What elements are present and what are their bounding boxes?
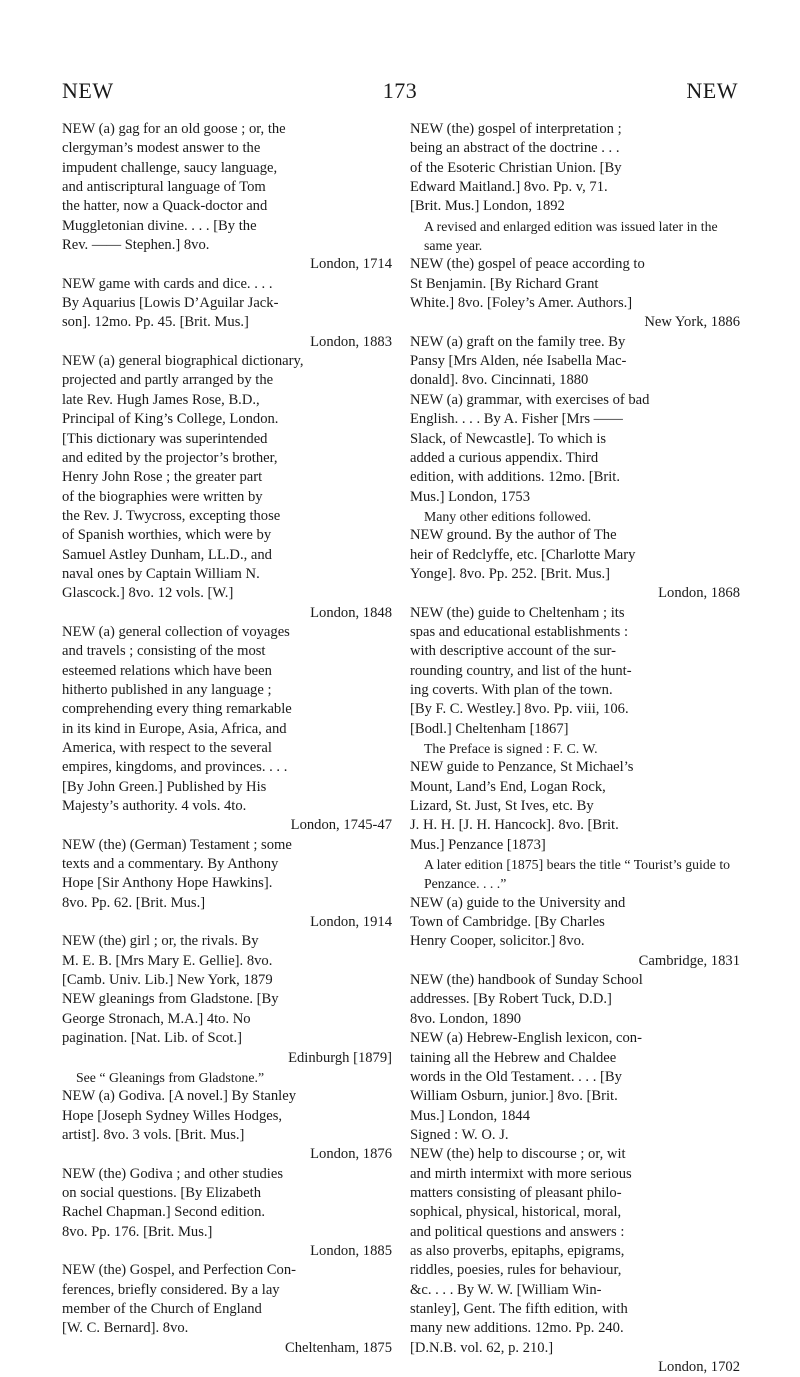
entry-line: NEW (a) guide to the University and	[410, 894, 626, 911]
entry-line: NEW (a) gag for an old goose ; or, the	[62, 121, 286, 137]
entry-line: Mus.] London, 1753	[410, 488, 530, 505]
left-column	[62, 120, 392, 1358]
entry-line: NEW (a) general biographical dictionary,	[62, 353, 304, 370]
dictionary-entry	[62, 1087, 392, 1164]
entry-line: many new additions. 12mo. Pp. 240.	[410, 1320, 624, 1337]
entry-line: matters consisting of pleasant philo-	[410, 1184, 622, 1201]
page-number: 173	[382, 78, 418, 103]
entry-line: ing coverts. With plan of the town.	[410, 681, 613, 698]
entry-line: hitherto published in any language ;	[62, 681, 272, 698]
entry-line: pagination. [Nat. Lib. of Scot.]	[62, 1030, 242, 1047]
entry-line: Hope [Joseph Sydney Willes Hodges,	[62, 1107, 283, 1124]
dictionary-entry	[62, 120, 392, 275]
entry-line: and travels ; consisting of the most	[62, 643, 266, 660]
entry-line: comprehending every thing remarkable	[62, 701, 292, 718]
dictionary-entry	[410, 604, 740, 759]
right-column	[410, 120, 740, 1377]
dictionary-entry	[62, 623, 392, 836]
entry-line: M. E. B. [Mrs Mary E. Gellie]. 8vo.	[62, 952, 273, 969]
entry-line: NEW (the) Gospel, and Perfection Con-	[62, 1262, 296, 1279]
entry-line: words in the Old Testament. . . . [By	[410, 1068, 622, 1085]
entry-line: and antiscriptural language of Tom	[62, 179, 266, 196]
entry-line: NEW game with cards and dice. . . .	[62, 275, 273, 292]
entry-line: of the biographies were written by	[62, 488, 263, 505]
entry-line: [Camb. Univ. Lib.] New York, 1879	[62, 972, 273, 989]
entry-line: NEW (the) gospel of interpretation ;	[410, 121, 622, 137]
dictionary-entry	[410, 971, 740, 1029]
entry-line: taining all the Hebrew and Chaldee	[410, 1049, 617, 1066]
entry-line: [Bodl.] Cheltenham [1867]	[410, 720, 569, 737]
entry-line: the Rev. J. Twycross, excepting those	[62, 507, 281, 524]
entry-line: [By John Green.] Published by His	[62, 778, 267, 795]
entry-line: rounding country, and list of the hunt-	[410, 662, 632, 679]
entry-line: with descriptive account of the sur-	[410, 643, 616, 660]
entry-line: addresses. [By Robert Tuck, D.D.]	[410, 991, 612, 1008]
entry-line: being an abstract of the doctrine . . .	[410, 140, 620, 157]
entry-imprint: London, 1745-47	[290, 817, 392, 834]
entry-line: riddles, poesies, rules for behaviour,	[410, 1262, 622, 1279]
dictionary-entry	[410, 526, 740, 603]
entry-line: spas and educational establishments :	[410, 623, 629, 640]
entry-line: White.] 8vo. [Foley’s Amer. Authors.]	[410, 295, 633, 312]
entry-line: Edward Maitland.] 8vo. Pp. v, 71.	[410, 179, 608, 196]
entry-line: By Aquarius [Lowis D’Aguilar Jack-	[62, 295, 279, 312]
entry-line: [W. C. Bernard]. 8vo.	[62, 1320, 189, 1337]
entry-line: [Brit. Mus.] London, 1892	[410, 198, 565, 215]
entry-line: Lizard, St. Just, St Ives, etc. By	[410, 798, 594, 815]
entry-imprint: Cambridge, 1831	[638, 952, 740, 969]
entry-line: Samuel Astley Dunham, LL.D., and	[62, 546, 272, 563]
entry-imprint: London, 1885	[310, 1242, 392, 1259]
entry-line: empires, kingdoms, and provinces. . . .	[62, 759, 288, 776]
entry-line: [This dictionary was superintended	[62, 430, 268, 447]
entry-line: NEW (a) Godiva. [A novel.] By Stanley	[62, 1088, 296, 1105]
entry-line: St Benjamin. [By Richard Grant	[410, 275, 599, 292]
entry-line: Yonge]. 8vo. Pp. 252. [Brit. Mus.]	[410, 565, 611, 582]
entry-line: &c. . . . By W. W. [William Win-	[410, 1281, 602, 1298]
entry-line: Town of Cambridge. [By Charles	[410, 914, 605, 931]
entry-line: and edited by the projector’s brother,	[62, 449, 278, 466]
entry-line: impudent challenge, saucy language,	[62, 159, 278, 176]
entry-line: and mirth intermixt with more serious	[410, 1165, 632, 1182]
entry-line: sophical, physical, historical, moral,	[410, 1204, 622, 1221]
dictionary-entry	[410, 758, 740, 893]
entry-line: NEW gleanings from Gladstone. [By	[62, 991, 279, 1008]
entry-line: 8vo. Pp. 176. [Brit. Mus.]	[62, 1223, 213, 1240]
entry-imprint: New York, 1886	[644, 314, 740, 331]
entry-line: NEW (the) Godiva ; and other studies	[62, 1165, 284, 1182]
entry-line: NEW (the) girl ; or, the rivals. By	[62, 933, 259, 950]
entry-line: William Osburn, junior.] 8vo. [Brit.	[410, 1088, 618, 1105]
entry-line: Mount, Land’s End, Logan Rock,	[410, 778, 606, 795]
entry-note: A later edition [1875] bears the title “ Tourist’s guide to Penzance. . . .”	[424, 857, 731, 892]
entry-note: A revised and enlarged edition was issued later in the same year.	[424, 218, 718, 254]
dictionary-entry	[410, 391, 740, 526]
entry-line: stanley], Gent. The fifth edition, with	[410, 1300, 628, 1317]
dictionary-entry	[62, 1261, 392, 1358]
entry-line: Majesty’s authority. 4 vols. 4to.	[62, 798, 247, 815]
entry-line: son]. 12mo. Pp. 45. [Brit. Mus.]	[62, 314, 249, 331]
entry-line: esteemed relations which have been	[62, 662, 272, 679]
entry-line: NEW (the) gospel of peace according to	[410, 256, 645, 273]
entry-line: NEW ground. By the author of The	[410, 527, 617, 544]
entry-line: ferences, briefly considered. By a lay	[62, 1281, 280, 1298]
entry-line: 8vo. Pp. 62. [Brit. Mus.]	[62, 894, 206, 911]
entry-line: artist]. 8vo. 3 vols. [Brit. Mus.]	[62, 1126, 245, 1143]
entry-line: NEW (the) help to discourse ; or, wit	[410, 1146, 626, 1163]
entry-note: The Preface is signed : F. C. W.	[424, 741, 598, 756]
entry-line: NEW (a) Hebrew-English lexicon, con-	[410, 1030, 642, 1047]
running-head-left: NEW	[62, 78, 114, 103]
dictionary-entry	[410, 894, 740, 971]
entry-line: Signed : W. O. J.	[410, 1126, 509, 1143]
entry-imprint: London, 1714	[310, 256, 392, 273]
entry-line: texts and a commentary. By Anthony	[62, 856, 279, 873]
entry-imprint: London, 1876	[310, 1146, 392, 1163]
entry-line: edition, with additions. 12mo. [Brit.	[410, 469, 620, 486]
entry-imprint: Edinburgh [1879]	[288, 1049, 392, 1066]
entry-imprint: London, 1883	[310, 333, 392, 350]
entry-line: Muggletonian divine. . . . [By the	[62, 217, 257, 234]
entry-line: George Stronach, M.A.] 4to. No	[62, 1010, 251, 1027]
entry-line: Rev. —— Stephen.] 8vo.	[62, 237, 210, 254]
entry-line: projected and partly arranged by the	[62, 372, 274, 389]
entry-line: Rachel Chapman.] Second edition.	[62, 1204, 266, 1221]
entry-imprint: London, 1868	[658, 585, 740, 602]
entry-line: NEW (the) (German) Testament ; some	[62, 836, 292, 853]
entry-line: Mus.] Penzance [1873]	[410, 836, 546, 853]
dictionary-entry	[410, 1029, 740, 1145]
entry-line: the hatter, now a Quack-doctor and	[62, 198, 268, 215]
entry-line: late Rev. Hugh James Rose, B.D.,	[62, 391, 260, 408]
dictionary-entry	[62, 1165, 392, 1262]
entry-line: NEW (the) handbook of Sunday School	[410, 972, 643, 989]
entry-imprint: London, 1848	[310, 604, 392, 621]
entry-line: Principal of King’s College, London.	[62, 411, 279, 428]
dictionary-entry	[410, 120, 740, 255]
page-header	[62, 78, 738, 110]
entry-line: Henry John Rose ; the greater part	[62, 469, 263, 486]
entry-line: Slack, of Newcastle]. To which is	[410, 430, 607, 447]
entry-line: clergyman’s modest answer to the	[62, 140, 261, 157]
entry-line: NEW (a) grammar, with exercises of bad	[410, 391, 650, 408]
entry-line: NEW (the) guide to Cheltenham ; its	[410, 604, 625, 621]
dictionary-entry	[410, 255, 740, 332]
entry-line: [D.N.B. vol. 62, p. 210.]	[410, 1339, 554, 1356]
entry-imprint: Cheltenham, 1875	[284, 1339, 392, 1356]
entry-line: as also proverbs, epitaphs, epigrams,	[410, 1242, 625, 1259]
dictionary-entry	[410, 1145, 740, 1377]
entry-line: Glascock.] 8vo. 12 vols. [W.]	[62, 585, 234, 602]
dictionary-entry	[62, 932, 392, 990]
entry-line: of Spanish worthies, which were by	[62, 527, 272, 544]
entry-line: heir of Redclyffe, etc. [Charlotte Mary	[410, 546, 636, 563]
entry-line: Pansy [Mrs Alden, née Isabella Mac-	[410, 353, 627, 370]
entry-line: English. . . . By A. Fisher [Mrs ——	[410, 411, 623, 428]
entry-note: See “ Gleanings from Gladstone.”	[76, 1069, 265, 1085]
entry-line: member of the Church of England	[62, 1300, 262, 1317]
dictionary-entry	[62, 836, 392, 933]
entry-line: America, with respect to the several	[62, 740, 272, 756]
entry-line: NEW (a) graft on the family tree. By	[410, 333, 626, 350]
entry-line: in its kind in Europe, Asia, Africa, and	[62, 720, 287, 737]
entry-line: added a curious appendix. Third	[410, 449, 599, 466]
entry-line: of the Esoteric Christian Union. [By	[410, 159, 622, 176]
running-head-right: NEW	[686, 78, 738, 103]
entry-line: NEW (a) general collection of voyages	[62, 623, 290, 640]
dictionary-entry	[62, 275, 392, 352]
entry-line: and political questions and answers :	[410, 1223, 625, 1240]
entry-imprint: London, 1914	[310, 914, 392, 931]
entry-line: Henry Cooper, solicitor.] 8vo.	[410, 933, 585, 950]
entry-imprint: London, 1702	[658, 1359, 740, 1375]
entry-line: naval ones by Captain William N.	[62, 565, 260, 582]
dictionary-entry	[410, 333, 740, 391]
dictionary-entry	[62, 990, 392, 1087]
entry-line: on social questions. [By Elizabeth	[62, 1184, 262, 1201]
entry-line: Hope [Sir Anthony Hope Hawkins].	[62, 875, 273, 892]
entry-line: 8vo. London, 1890	[410, 1010, 522, 1027]
dictionary-entry	[62, 352, 392, 623]
entry-line: Mus.] London, 1844	[410, 1107, 530, 1124]
entry-line: [By F. C. Westley.] 8vo. Pp. viii, 106.	[410, 701, 629, 718]
entry-line: NEW guide to Penzance, St Michael’s	[410, 759, 634, 776]
entry-note: Many other editions followed.	[424, 508, 592, 524]
entry-line: J. H. H. [J. H. Hancock]. 8vo. [Brit.	[410, 817, 619, 834]
entry-line: donald]. 8vo. Cincinnati, 1880	[410, 372, 589, 389]
